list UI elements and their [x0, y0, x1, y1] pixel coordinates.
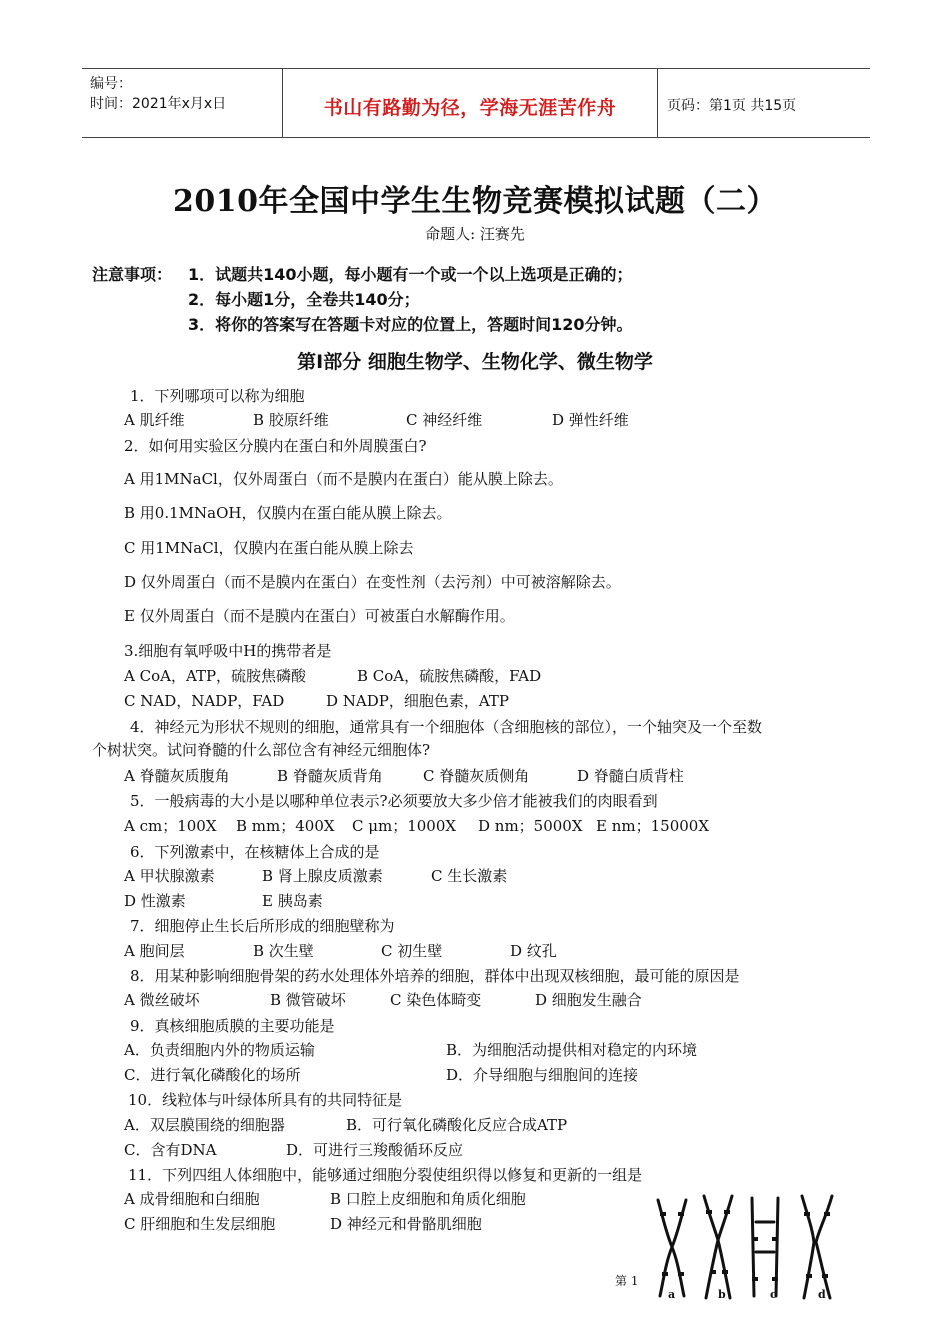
- question-stem: 6．下列激素中，在核糖体上合成的是: [130, 843, 380, 861]
- option: D NADP，细胞色素，ATP: [326, 692, 509, 710]
- option: A．负责细胞内外的物质运输: [124, 1041, 315, 1059]
- option: C．含有DNA: [124, 1141, 217, 1159]
- figure-label-d: d: [818, 1288, 826, 1301]
- chromosome-figure: [652, 1192, 840, 1302]
- option: D 仅外周蛋白（而不是膜内在蛋白）在变性剂（去污剂）中可被溶解除去。: [124, 573, 621, 591]
- option: B 次生壁: [253, 942, 314, 960]
- number-label: 编号：: [90, 76, 132, 92]
- motto: 书山有路勤为径，学海无涯苦作舟: [323, 97, 617, 119]
- notice-label: 注意事项：: [92, 265, 173, 284]
- question-stem: 8．用某种影响细胞骨架的药水处理体外培养的细胞，群体中出现双核细胞，最可能的原因是: [130, 967, 740, 985]
- header-motto-cell: [282, 69, 658, 137]
- option: C 初生壁: [381, 942, 443, 960]
- option: A 成骨细胞和白细胞: [124, 1190, 260, 1208]
- section-title: 第Ⅰ部分 细胞生物学、生物化学、微生物学: [297, 351, 653, 373]
- option: A 胞间层: [124, 942, 185, 960]
- figure-label-b: b: [718, 1288, 726, 1301]
- option: B CoA，硫胺焦磷酸，FAD: [357, 667, 542, 685]
- page-info: 页码：第1页 共15页: [667, 98, 797, 114]
- notice-item-1: 1．试题共140小题，每小题有一个或一个以上选项是正确的；: [188, 265, 633, 284]
- option: C NAD，NADP，FAD: [124, 692, 285, 710]
- option: B mm；400X: [236, 817, 335, 835]
- header-right-cell: [657, 69, 870, 137]
- option: A 用1MNaCl，仅外周蛋白（而不是膜内在蛋白）能从膜上除去。: [124, 470, 563, 488]
- option: B 口腔上皮细胞和角质化细胞: [330, 1190, 526, 1208]
- option: D nm；5000X: [478, 817, 583, 835]
- author: 命题人: 汪赛先: [425, 225, 525, 243]
- question-stem: 11．下列四组人体细胞中，能够通过细胞分裂使组织得以修复和更新的一组是: [128, 1166, 643, 1184]
- option: B．可行氧化磷酸化反应合成ATP: [346, 1116, 568, 1134]
- option: E nm；15000X: [596, 817, 709, 835]
- page-footer: 第 1: [615, 1274, 639, 1288]
- question-stem: 7．细胞停止生长后所形成的细胞壁称为: [130, 917, 395, 935]
- question-stem: 10．线粒体与叶绿体所具有的共同特征是: [128, 1091, 403, 1109]
- question-stem: 5．一般病毒的大小是以哪种单位表示?必须要放大多少倍才能被我们的肉眼看到: [130, 792, 658, 810]
- option: A CoA，ATP，硫胺焦磷酸: [124, 667, 307, 685]
- option: C 脊髓灰质侧角: [423, 767, 530, 785]
- document-header: [82, 68, 870, 138]
- option: C．进行氧化磷酸化的场所: [124, 1066, 301, 1084]
- page-title: 2010年全国中学生生物竞赛模拟试题（二）: [173, 184, 777, 219]
- notice-item-3: 3．将你的答案写在答题卡对应的位置上，答题时间120分钟。: [188, 315, 633, 334]
- option: D 纹孔: [510, 942, 557, 960]
- option: C μm；1000X: [352, 817, 457, 835]
- question-stem: 3.细胞有氧呼吸中H的携带者是: [124, 642, 332, 660]
- option: A 肌纤维: [124, 411, 185, 429]
- option: D．可进行三羧酸循环反应: [286, 1141, 464, 1159]
- option: C 用1MNaCl，仅膜内在蛋白能从膜上除去: [124, 539, 414, 557]
- question-stem-continued: 个树状突。试问脊髓的什么部位含有神经元细胞体?: [92, 741, 431, 759]
- option: E 仅外周蛋白（而不是膜内在蛋白）可被蛋白水解酶作用。: [124, 607, 515, 625]
- option: A 微丝破坏: [124, 991, 200, 1009]
- option: D 细胞发生融合: [535, 991, 642, 1009]
- option: A cm；100X: [124, 817, 217, 835]
- option: A 脊髓灰质腹角: [124, 767, 230, 785]
- option: A．双层膜围绕的细胞器: [124, 1116, 285, 1134]
- option: B 脊髓灰质背角: [277, 767, 383, 785]
- figure-label-c: c: [770, 1288, 777, 1301]
- option: B 胶原纤维: [253, 411, 329, 429]
- option: C 神经纤维: [406, 411, 483, 429]
- option: B．为细胞活动提供相对稳定的内环境: [446, 1041, 698, 1059]
- option: E 胰岛素: [262, 892, 323, 910]
- option: B 微管破坏: [270, 991, 346, 1009]
- option: A 甲状腺激素: [124, 867, 215, 885]
- header-left-cell: [82, 69, 282, 137]
- question-stem: 1．下列哪项可以称为细胞: [130, 387, 305, 405]
- option: B 用0.1MNaOH，仅膜内在蛋白能从膜上除去。: [124, 504, 452, 522]
- option: D．介导细胞与细胞间的连接: [446, 1066, 639, 1084]
- notice-item-2: 2．每小题1分，全卷共140分；: [188, 290, 420, 309]
- option: B 肾上腺皮质激素: [262, 867, 383, 885]
- option: C 肝细胞和生发层细胞: [124, 1215, 276, 1233]
- question-stem: 9．真核细胞质膜的主要功能是: [130, 1017, 335, 1035]
- question-stem: 2．如何用实验区分膜内在蛋白和外周膜蛋白?: [124, 437, 427, 455]
- option: C 染色体畸变: [390, 991, 482, 1009]
- option: D 神经元和骨骼肌细胞: [330, 1215, 482, 1233]
- question-stem: 4．神经元为形状不规则的细胞，通常具有一个细胞体（含细胞核的部位），一个轴突及一个至数: [130, 718, 763, 736]
- option: D 弹性纤维: [552, 411, 629, 429]
- figure-label-a: a: [668, 1288, 676, 1301]
- option: C 生长激素: [431, 867, 508, 885]
- option: D 性激素: [124, 892, 186, 910]
- option: D 脊髓白质背柱: [577, 767, 684, 785]
- date-label: 时间：2021年x月x日: [90, 96, 227, 112]
